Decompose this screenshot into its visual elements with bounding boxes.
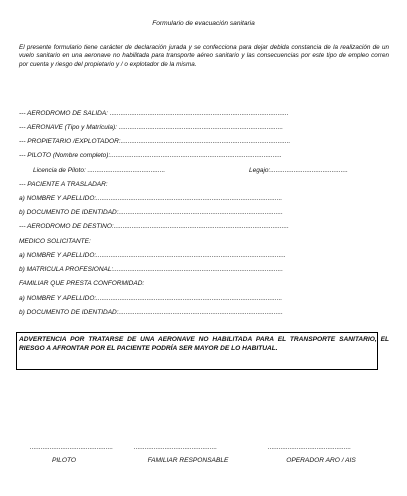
signature-line-piloto[interactable]: .............................................. (30, 444, 114, 451)
field-paciente-nombre[interactable]: a) NOMBRE Y APELLIDO:....................................................................................................... (19, 195, 283, 202)
field-familiar-nombre[interactable]: a) NOMBRE Y APELLIDO:....................................................................................................... (19, 295, 283, 302)
signature-line-familiar[interactable]: .............................................. (134, 444, 218, 451)
field-paciente-documento[interactable]: b) DOCUMENTO DE IDENTIDAD:........................................................................................... (19, 209, 283, 216)
form-title: Formulario de evacuación sanitaria (152, 20, 255, 27)
signature-label-operador: OPERADOR ARO / AIS (286, 457, 356, 464)
field-licencia-piloto[interactable]: Licencia de Piloto: ........................................... (33, 167, 166, 174)
field-medico-nombre[interactable]: a) NOMBRE Y APELLIDO:......................................................................................................... (19, 252, 286, 259)
field-medico-matricula[interactable]: b) MATRÍCULA PROFESIONAL:.............................................................................................. (19, 266, 284, 273)
signature-label-piloto: PILOTO (51, 457, 77, 464)
warning-text: ADVERTENCIA POR TRATARSE DE UNA AERONAVE NO HABILITADA PARA EL TRANSPORTE SANITARIO, EL RIESGO A AFRONTAR POR EL PACIENTE PODRÍA SER MAYOR DE LO HABITUAL. (19, 336, 389, 352)
field-familiar-documento[interactable]: b) DOCUMENTO DE IDENTIDAD:........................................................................................... (19, 309, 283, 316)
field-aerodromo-destino[interactable]: --- AERÓDROMO DE DESTINO:................................................................................................. (19, 223, 289, 230)
field-piloto[interactable]: --- PILOTO (Nombre completo):............................................................................................... (19, 152, 282, 159)
field-propietario[interactable]: --- PROPIETARIO /EXPLOTADOR:.............................................................................................. (19, 138, 291, 145)
section-medico: MÉDICO SOLICITANTE: (19, 238, 91, 245)
signature-label-familiar: FAMILIAR RESPONSABLE (147, 457, 229, 464)
section-familiar: FAMILIAR QUE PRESTA CONFORMIDAD: (19, 280, 145, 287)
section-paciente: --- PACIENTE A TRASLADAR: (19, 181, 108, 188)
intro-paragraph: El presente formulario tiene carácter de declaración jurada y se confecciona para dejar debida constancia de la realización de un vuelo sanitario en una aeronave no habilitada para transporte aéreo sanitario y las consecuencias por este tipo de empleo corren por cuenta y riesgo del propietario y / o explotador de la misma. (19, 44, 389, 68)
field-aeronave[interactable]: --- AERONAVE (Tipo y Matrícula): ........................................................................................... (19, 124, 284, 131)
signature-line-operador[interactable]: .............................................. (268, 444, 352, 451)
field-aerodromo-salida[interactable]: --- AERODRÓMO DE SALIDA: ................................................................................................... (19, 110, 289, 117)
field-legajo[interactable]: Legajo:........................................... (249, 167, 348, 174)
